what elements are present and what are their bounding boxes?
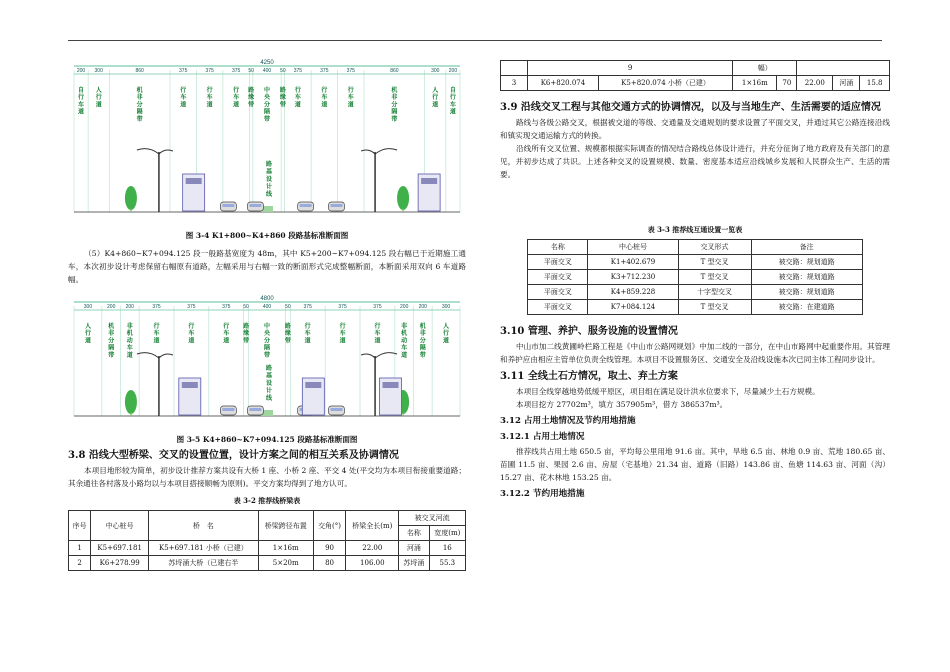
lane-label-char: 机	[419, 323, 426, 330]
lane-label-char: 车	[233, 94, 240, 102]
lane-label-char: 行	[294, 87, 301, 94]
subgrade-label-char: 路	[265, 161, 273, 168]
cell: 十字型交叉	[678, 285, 751, 300]
cell: K4+859.228	[588, 285, 678, 300]
lane-label-char: 道	[347, 101, 354, 109]
lane-label-char: 央	[263, 94, 271, 102]
figure-3-4	[68, 56, 466, 241]
cell: 15.8	[860, 76, 890, 91]
subgrade-label-char: 设	[265, 380, 273, 387]
lane-label-char: 隔	[263, 344, 271, 352]
lane-label-char: 分	[263, 101, 271, 109]
lane-label-char: 道	[95, 101, 102, 109]
cell: 被交路：在建道路	[751, 300, 862, 315]
cell: 河涌	[399, 541, 429, 556]
lane-label-char: 车	[153, 330, 160, 338]
total-dimension-label: 4800	[260, 296, 274, 302]
lane-label-char: 分	[419, 337, 426, 345]
table-row	[69, 541, 466, 556]
interchange-table	[527, 239, 862, 315]
subgrade-label-char: 线	[265, 395, 273, 402]
cell: 河涌	[833, 76, 860, 91]
cell: 平面交叉	[528, 270, 588, 285]
lane-label-char: 机	[108, 323, 115, 330]
lane-label-char: 带	[243, 337, 250, 345]
lane-label-char: 隔	[263, 108, 271, 116]
cell: 被交路：规划道路	[751, 270, 862, 285]
lane-label-char: 机	[401, 330, 408, 338]
th-station: 中心桩号	[588, 240, 678, 255]
cell: 平面交叉	[528, 255, 588, 270]
lane-label-char: 分	[136, 101, 143, 109]
lane-label-char: 行	[233, 87, 240, 94]
lane-label-char: 隔	[108, 344, 115, 352]
cell: 1×16m	[733, 76, 777, 91]
segment-dimension: 400	[262, 68, 272, 74]
subgrade-label-char: 计	[265, 387, 273, 395]
cell: K5+820.074 小桥（已建）	[598, 76, 732, 91]
section-3-8-heading: 3.8 沿线大型桥梁、交叉的设置位置，设计方案之间的相互关系及协调情况	[68, 450, 399, 461]
truck-window	[421, 178, 437, 184]
tree	[397, 186, 409, 210]
lane-label-char: 行	[180, 87, 187, 94]
lane-label-char: 车	[206, 94, 213, 102]
header-rule	[68, 40, 882, 41]
segment-dimension: 375	[346, 68, 355, 74]
lane-label-char: 央	[263, 330, 271, 338]
lane-label-char: 机	[126, 330, 133, 338]
cell: 2	[69, 556, 91, 571]
table-row	[501, 61, 890, 76]
lane-label-char: 带	[248, 101, 255, 109]
th-river: 被交叉河流	[399, 511, 466, 526]
segment-dimension: 375	[179, 68, 188, 74]
lane-label-char: 车	[347, 94, 354, 102]
cross-section-drawing-3-4	[68, 56, 466, 224]
lane-label-char: 非	[419, 330, 426, 338]
lane-label-char: 行	[443, 330, 450, 338]
lane-label-char: 车	[449, 101, 456, 109]
lane-label-char: 人	[432, 87, 439, 94]
lane-label-char: 缘	[243, 330, 250, 338]
segment-dimension: 375	[373, 304, 382, 310]
cell: K5+697.181 小桥（已建）	[149, 541, 259, 556]
th-span: 桥梁跨径布置	[258, 511, 313, 541]
segment-dimension: 375	[187, 304, 196, 310]
section-3-11-heading: 3.11 全线土石方情况，取土、弃土方案	[500, 371, 678, 382]
th-index: 序号	[69, 511, 91, 541]
segment-dimension: 50	[280, 68, 286, 74]
lane-label-char: 道	[321, 101, 328, 109]
table-row	[528, 255, 862, 270]
bridge-table-continued	[500, 60, 890, 91]
lane-label-char: 带	[108, 351, 115, 359]
truck-window	[305, 382, 321, 388]
lane-label-char: 车	[401, 344, 408, 352]
subgrade-label-char: 基	[265, 168, 273, 176]
cell: 22.00	[346, 541, 399, 556]
section-3-12-heading: 3.12 占用土地情况及节约用地措施	[500, 416, 636, 426]
lane-label-char: 道	[233, 101, 240, 109]
lane-label-char: 非	[401, 323, 408, 330]
segment-dimension: 200	[76, 68, 86, 74]
cell: 平面交叉	[528, 300, 588, 315]
figure-caption: 图 3-4 K1+800~K4+860 段路基标准断面图	[185, 231, 349, 240]
lane-label-char: 车	[126, 344, 133, 352]
lane-label-char: 行	[78, 94, 85, 102]
cell: 1×16m	[258, 541, 313, 556]
lane-label-char: 分	[263, 337, 271, 345]
table-3-2-caption: 表 3-2 推荐线桥梁表	[233, 496, 301, 505]
segment-dimension: 375	[205, 68, 214, 74]
lane-label-char: 道	[180, 101, 187, 109]
car-window	[330, 408, 342, 411]
cell: K3+712.230	[588, 270, 678, 285]
truck-window	[186, 178, 202, 184]
lane-label-char: 非	[108, 330, 115, 338]
cell: 16	[429, 541, 465, 556]
paragraph-5: （5）K4+860~K7+094.125 段一般路基宽度为 48m，其中 K5+200~K7+094.125 段右幅已于近期施工通车，本次初步设计考虑保留右幅原有道路，左幅采用与右幅一致的断面形式完成整幅断面，本断面采用双向 6 车道路幅。	[68, 249, 466, 284]
segment-dimension: 200	[125, 304, 134, 310]
cell: T 型交叉	[678, 270, 751, 285]
car-window	[222, 408, 234, 411]
cell: K6+278.99	[91, 556, 149, 571]
lane-label-char: 行	[95, 94, 102, 102]
lane-label-char: 隔	[391, 108, 398, 116]
segment-dimension: 50	[248, 68, 254, 74]
segment-dimension: 50	[243, 304, 249, 310]
lane-label-char: 自	[449, 87, 456, 94]
lane-label-char: 中	[263, 87, 271, 94]
total-dimension-label: 4250	[260, 60, 274, 66]
table-3-3-caption: 表 3-3 推荐线互通设置一览表	[647, 225, 743, 234]
cell: T 型交叉	[678, 255, 751, 270]
lane-label-char: 动	[126, 337, 133, 345]
cell: 22.00	[797, 76, 833, 91]
section-3-8-text: 本项目地形较为简单，初步设计推荐方案共设有大桥 1 座、小桥 2 座、平交 4 处(平交均为本项目衔接重要道路；其余通往各村落及小路均以与本项目搭接顺畅为原则)。平交方案均得到了地方认可。	[68, 466, 466, 488]
lane-label-char: 行	[84, 330, 91, 338]
lane-label-char: 道	[126, 351, 133, 359]
cell: K6+820.074	[528, 76, 599, 91]
lane-label-char: 分	[108, 337, 115, 345]
car-window	[222, 204, 234, 207]
lamp-arm	[375, 149, 397, 154]
th-station: 中心桩号	[91, 511, 149, 541]
lane-label-char: 道	[153, 337, 160, 345]
lane-label-char: 车	[78, 101, 85, 109]
lane-label-char: 缘	[279, 94, 286, 102]
lamp-arm	[137, 353, 159, 358]
lane-label-char: 带	[391, 115, 398, 123]
cell: 9	[528, 61, 733, 76]
lane-label-char: 非	[391, 94, 398, 102]
lane-label-char: 车	[188, 330, 195, 338]
segment-dimension: 375	[293, 68, 303, 74]
cross-section-drawing-3-5	[68, 292, 466, 428]
lane-label-char: 分	[391, 101, 398, 109]
lane-label-char: 道	[84, 337, 91, 345]
lane-label-char: 带	[136, 115, 143, 123]
car-window	[249, 408, 261, 411]
cell: 被交路：规划道路	[751, 285, 862, 300]
th-type: 交叉形式	[678, 240, 751, 255]
section-3-11-p1: 本项目全线穿越地势低缓平原区，项目组在满足设计洪水位要求下，尽量减少土石方规模。	[516, 387, 820, 396]
lane-label-char: 带	[263, 115, 271, 123]
segment-dimension: 50	[285, 304, 291, 310]
table-row	[528, 270, 862, 285]
section-3-12-1-text: 推荐线共占用土地 650.5 亩，平均每公里用地 91.6 亩。其中，旱地 6.5 亩、林地 0.9 亩、荒地 180.65 亩、苗圃 11.5 亩、果园 2.6 亩、房屋（宅基地）21.34 亩、道路（旧路）143.86 亩、鱼塘 114.63 亩、河面（沟）15.27 亩、花木林地 153.25 亩。	[500, 447, 890, 482]
segment-dimension: 860	[390, 68, 399, 74]
cell: 苏埒涌	[399, 556, 429, 571]
truck-window	[383, 382, 399, 388]
car-window	[300, 204, 312, 207]
cell: 幅）	[733, 61, 797, 76]
lane-label-char: 机	[136, 87, 143, 94]
lane-label-char: 动	[401, 337, 408, 345]
segment-dimension: 300	[441, 304, 451, 310]
segment-dimension: 200	[400, 304, 409, 310]
section-3-10-heading: 3.10 管理、养护、服务设施的设置情况	[500, 326, 678, 337]
subgrade-label-char: 线	[265, 191, 273, 198]
segment-dimension: 375	[303, 304, 312, 310]
table-row	[528, 285, 862, 300]
segment-dimension: 300	[431, 68, 440, 74]
lane-label-char: 车	[180, 94, 187, 102]
lane-label-char: 隔	[419, 344, 426, 352]
section-3-12-2-heading: 3.12.2 节约用地措施	[500, 489, 585, 499]
tree	[125, 186, 137, 210]
lane-label-char: 道	[78, 108, 85, 116]
lane-label-char: 路	[248, 87, 255, 94]
segment-dimension: 300	[83, 304, 93, 310]
lane-label-char: 行	[304, 323, 311, 330]
lane-label-char: 道	[206, 101, 213, 109]
segment-dimension: 200	[418, 304, 427, 310]
segment-dimension: 200	[448, 68, 458, 74]
subgrade-label-char: 设	[265, 176, 273, 183]
lane-label-char: 非	[136, 94, 143, 102]
section-3-9-heading: 3.9 沿线交叉工程与其他交通方式的协调情况，以及与当地生产、生活需要的适应情况	[500, 102, 881, 113]
th-river-width: 宽度(m)	[429, 526, 465, 541]
lane-label-char: 行	[321, 87, 328, 94]
lane-label-char: 自	[78, 87, 85, 94]
lane-label-char: 机	[391, 87, 398, 94]
th-river-name: 名称	[399, 526, 429, 541]
subgrade-label-char: 基	[265, 372, 273, 380]
cell: K5+697.181	[91, 541, 149, 556]
segment-dimension: 375	[320, 68, 329, 74]
th-name: 名称	[528, 240, 588, 255]
cell: 平面交叉	[528, 285, 588, 300]
lane-label-char: 路	[284, 323, 291, 330]
lamp-arm	[361, 354, 375, 358]
figure-3-5	[68, 292, 466, 445]
lane-label-char: 行	[206, 87, 213, 94]
section-3-11-p2: 本项目挖方 27702m³，填方 357905m³，借方 386537m³。	[516, 400, 728, 409]
lane-label-char: 车	[374, 330, 381, 338]
th-note: 备注	[751, 240, 862, 255]
lane-label-char: 道	[449, 108, 456, 116]
left-column	[68, 56, 466, 571]
cell: 5×20m	[258, 556, 313, 571]
truck-window	[182, 382, 198, 388]
th-length: 桥梁全长(m)	[346, 511, 399, 541]
cell: 106.00	[346, 556, 399, 571]
cell: 1	[69, 541, 91, 556]
th-bridge-name: 桥 名	[149, 511, 259, 541]
segment-dimension: 375	[338, 304, 347, 310]
bridge-table	[68, 510, 466, 571]
table-row	[528, 300, 862, 315]
lane-label-char: 道	[188, 337, 195, 345]
lane-label-char: 行	[223, 323, 230, 330]
cell: 苏埒涌大桥（已建右半	[149, 556, 259, 571]
lane-label-char: 缘	[248, 94, 255, 102]
lamp-arm	[159, 150, 173, 154]
lane-label-char: 带	[263, 351, 271, 359]
cell: 55.3	[429, 556, 465, 571]
lane-label-char: 路	[279, 87, 286, 94]
section-3-12-1-heading: 3.12.1 占用土地情况	[500, 432, 585, 442]
th-angle: 交角(°)	[313, 511, 346, 541]
cell	[797, 61, 890, 76]
lamp-arm	[361, 150, 375, 154]
cell: 70	[777, 76, 797, 91]
lane-label-char: 行	[432, 94, 439, 102]
lane-label-char: 道	[294, 101, 301, 109]
cell: K1+402.679	[588, 255, 678, 270]
cell: T 型交叉	[678, 300, 751, 315]
lane-label-char: 行	[449, 94, 456, 102]
cell: 3	[501, 76, 528, 91]
lane-label-char: 车	[339, 330, 346, 338]
lane-label-char: 中	[263, 323, 271, 330]
figure-caption: 图 3-5 K4+860~K7+094.125 段路基标准断面图	[176, 435, 358, 444]
car-window	[249, 204, 261, 207]
lane-label-char: 行	[153, 323, 160, 330]
lane-label-char: 道	[374, 337, 381, 345]
lane-label-char: 道	[339, 337, 346, 345]
lane-label-char: 带	[284, 337, 291, 345]
lamp-arm	[375, 353, 397, 358]
cell: 90	[313, 541, 346, 556]
lane-label-char: 道	[443, 337, 450, 345]
segment-dimension: 375	[222, 304, 231, 310]
subgrade-label-char: 路	[265, 365, 273, 372]
lane-label-char: 人	[84, 323, 91, 330]
lane-label-char: 车	[223, 330, 230, 338]
table-row	[69, 556, 466, 571]
lane-label-char: 道	[432, 101, 439, 109]
lane-label-char: 行	[374, 323, 381, 330]
cell: 被交路：规划道路	[751, 255, 862, 270]
lane-label-char: 带	[419, 351, 426, 359]
cell	[501, 61, 528, 76]
lamp-arm	[159, 354, 173, 358]
right-column	[500, 60, 890, 502]
segment-dimension: 300	[94, 68, 103, 74]
section-3-10-text: 中山市加二线黄圃岭栏路工程是《中山市公路网规划》中加二线的一部分，在中山市路网中起重要作用。其管理和养护应由相应主管单位负责全线管理。本项目不设置服务区、交通安全及沿线设施本次已同主体工程同步设计。	[500, 342, 890, 364]
cell: 80	[313, 556, 346, 571]
cell: K7+084.124	[588, 300, 678, 315]
lane-label-char: 行	[188, 323, 195, 330]
segment-dimension: 200	[107, 304, 116, 310]
lane-label-char: 道	[304, 337, 311, 345]
segment-dimension: 400	[262, 304, 272, 310]
segment-dimension: 375	[231, 68, 241, 74]
car-window	[330, 204, 342, 207]
lane-label-char: 非	[126, 323, 133, 330]
lane-label-char: 人	[95, 87, 102, 94]
tree	[125, 390, 137, 414]
section-3-9-p2: 沿线所有交叉位置、规模都根据实际调查的情况结合路线总体设计进行，并充分征询了地方政府及有关部门的意见，并初步达成了共识。上述各种交叉的设置规模、数量、密度基本适应沿线城乡发展和人民群众生产、生活的需要。	[500, 144, 890, 179]
lane-label-char: 缘	[284, 330, 291, 338]
lane-label-char: 车	[304, 330, 311, 338]
lane-label-char: 车	[294, 94, 301, 102]
lamp-arm	[137, 149, 159, 154]
lane-label-char: 隔	[136, 108, 143, 116]
lane-label-char: 行	[339, 323, 346, 330]
segment-dimension: 375	[152, 304, 161, 310]
subgrade-label-char: 计	[265, 183, 273, 191]
table-row	[501, 76, 890, 91]
lane-label-char: 带	[279, 101, 286, 109]
lane-label-char: 路	[243, 323, 250, 330]
section-3-9-p1: 路线与各级公路交叉，根据被交道的等级、交通量及交通规划的要求设置了平面交叉，并通过其它公路连接沿线和镇实现交通运输方式的转换。	[500, 118, 890, 140]
lane-label-char: 车	[321, 94, 328, 102]
lane-label-char: 道	[401, 351, 408, 359]
lane-label-char: 人	[443, 323, 450, 330]
lane-label-char: 道	[223, 337, 230, 345]
segment-dimension: 860	[135, 68, 144, 74]
lane-label-char: 行	[347, 87, 354, 94]
